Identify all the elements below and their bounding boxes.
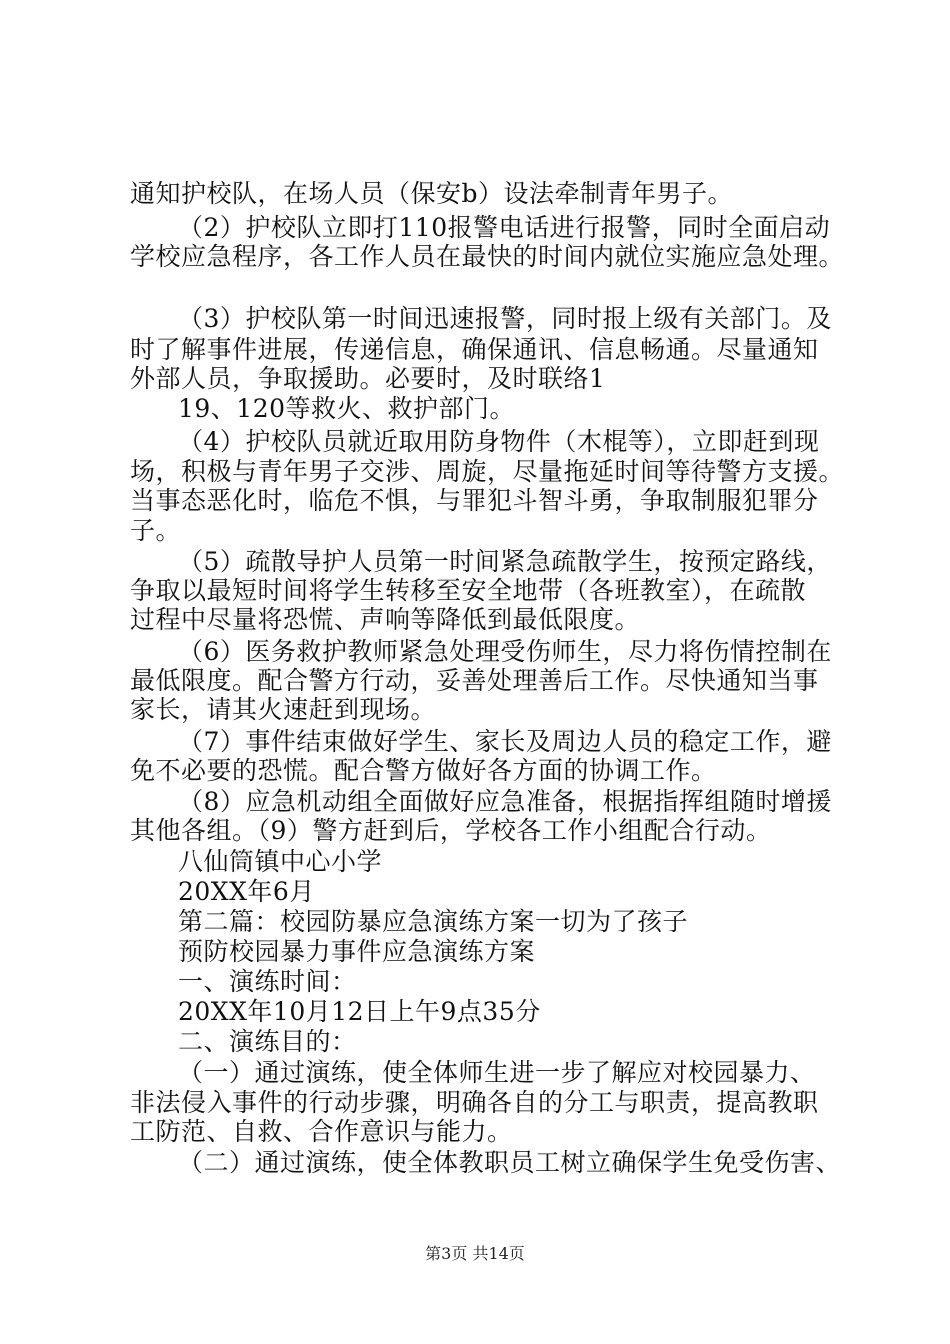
section-heading: 第二篇：校园防暴应急演练方案一切为了孩子 <box>178 907 689 936</box>
text-line: （二）通过演练，使全体教职员工树立确保学生免受伤害、 <box>178 1148 842 1177</box>
text-line: 预防校园暴力事件应急演练方案 <box>178 937 536 966</box>
page-number-footer: 第3页 共14页 <box>425 1244 525 1263</box>
text-line: 子。 <box>130 516 182 545</box>
text-line: 八仙筒镇中心小学 <box>178 847 383 876</box>
text-line: （5）疏散导护人员第一时间紧急疏散学生，按预定路线， <box>178 547 832 576</box>
text-line: 二、演练目的： <box>178 1027 357 1056</box>
text-line: 一、演练时间： <box>178 967 357 996</box>
text-line: （4）护校队员就近取用防身物件（木棍等），立即赶到现 <box>178 427 820 456</box>
text-line: 20XX年10月12日上午9点35分 <box>178 997 541 1026</box>
text-line: 场，积极与青年男子交涉、周旋，尽量拖延时间等待警方支援。 <box>130 457 845 486</box>
text-line: （3）护校队第一时间迅速报警，同时报上级有关部门。及 <box>178 304 832 333</box>
text-line: 学校应急程序，各工作人员在最快的时间内就位实施应急处理。 <box>130 242 845 271</box>
text-line: 家长，请其火速赶到现场。 <box>130 695 437 724</box>
text-line: （6）医务救护教师紧急处理受伤师生，尽力将伤情控制在 <box>178 637 832 666</box>
text-line: 通知护校队，在场人员（保安b）设法牵制青年男子。 <box>130 179 734 208</box>
text-line: 外部人员，争取援助。必要时，及时联络1 <box>130 364 606 393</box>
text-line: 20XX年6月 <box>178 877 315 906</box>
text-line: 过程中尽量将恐慌、声响等降低到最低限度。 <box>130 605 641 634</box>
text-line: 当事态恶化时，临危不惧，与罪犯斗智斗勇，争取制服犯罪分 <box>130 486 819 515</box>
text-line: 争取以最短时间将学生转移至安全地带（各班教室），在疏散 <box>130 576 807 605</box>
text-line: （8）应急机动组全面做好应急准备，根据指挥组随时增援 <box>178 787 832 816</box>
text-line: 时了解事件进展，传递信息，确保通讯、信息畅通。尽量通知 <box>130 335 819 364</box>
text-line: 免不必要的恐慌。配合警方做好各方面的协调工作。 <box>130 756 717 785</box>
text-line: 19、120等救火、救护部门。 <box>178 394 516 423</box>
text-line: （2）护校队立即打110报警电话进行报警，同时全面启动 <box>178 213 831 242</box>
text-line: 工防范、自救、合作意识与能力。 <box>130 1117 513 1146</box>
text-line: 非法侵入事件的行动步骤，明确各自的分工与职责，提高教职 <box>130 1088 819 1117</box>
text-line: 最低限度。配合警方行动，妥善处理善后工作。尽快通知当事 <box>130 666 819 695</box>
text-line: （一）通过演练，使全体师生进一步了解应对校园暴力、 <box>178 1058 816 1087</box>
text-line: 其他各组。（9）警方赶到后，学校各工作小组配合行动。 <box>130 816 772 845</box>
text-line: （7）事件结束做好学生、家长及周边人员的稳定工作，避 <box>178 727 832 756</box>
